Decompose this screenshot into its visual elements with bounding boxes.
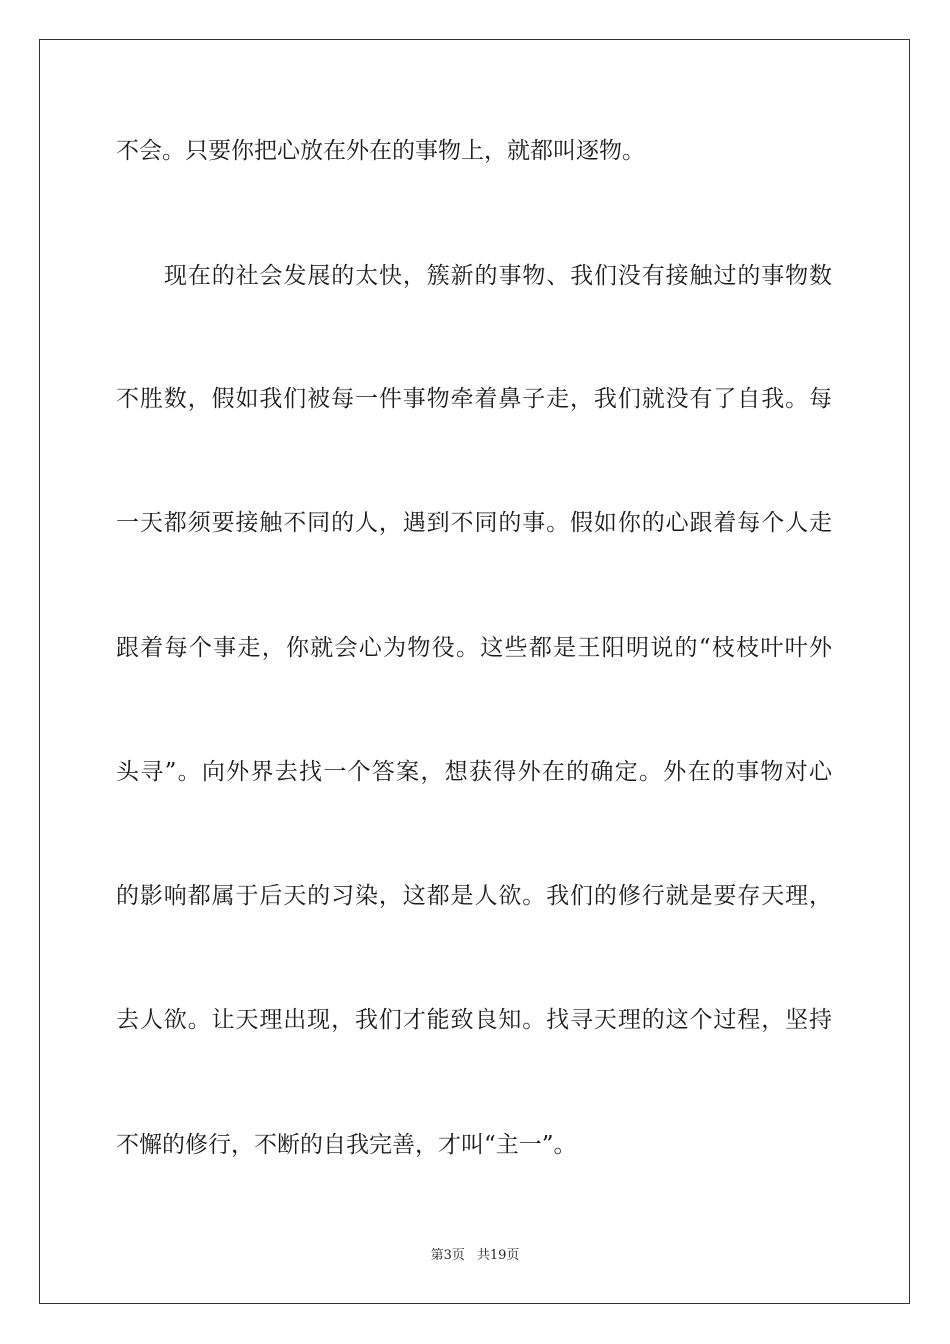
- text-line: 头寻”。向外界去找一个答案，想获得外在的确定。外在的事物对心: [116, 759, 832, 785]
- page-footer: [0, 1247, 950, 1265]
- text-line: 不懈的修行，不断的自我完善，才叫“主一”。: [116, 1132, 577, 1158]
- page-number: 第3页: [430, 1248, 465, 1263]
- page-total: 共19页: [476, 1248, 520, 1263]
- text-line: 的影响都属于后天的习染，这都是人欲。我们的修行就是要存天理，: [116, 883, 832, 909]
- text-line: 去人欲。让天理出现，我们才能致良知。找寻天理的这个过程，坚持: [116, 1007, 832, 1033]
- page-border: [39, 39, 910, 1304]
- text-line: 不胜数，假如我们被每一件事物牵着鼻子走，我们就没有了自我。每: [116, 386, 832, 412]
- text-line: 不会。只要你把心放在外在的事物上，就都叫逐物。: [116, 138, 645, 164]
- text-line: 跟着每个事走，你就会心为物役。这些都是王阳明说的“枝枝叶叶外: [116, 635, 832, 661]
- text-line: 现在的社会发展的太快，簇新的事物、我们没有接触过的事物数: [164, 263, 832, 289]
- text-line: 一天都须要接触不同的人，遇到不同的事。假如你的心跟着每个人走: [116, 510, 832, 536]
